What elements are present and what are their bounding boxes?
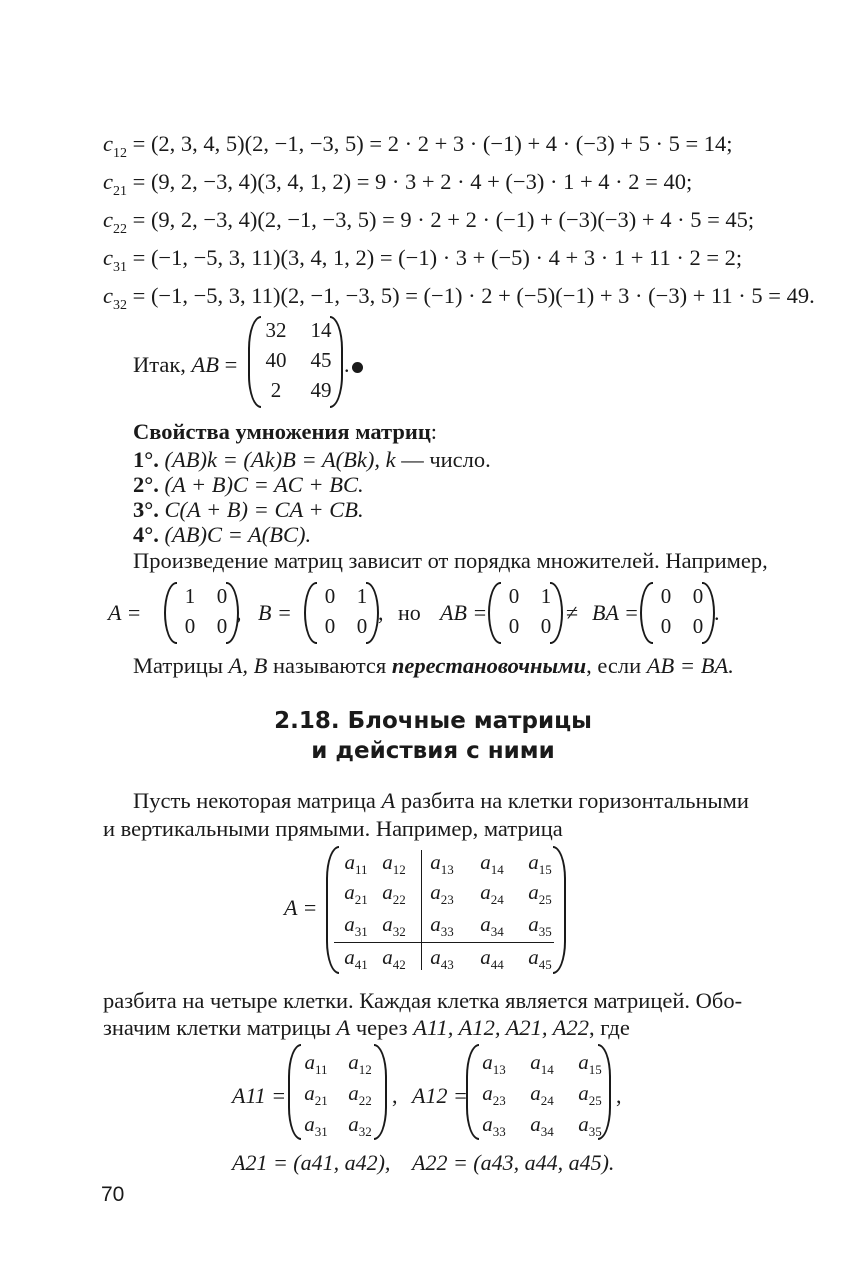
A12-label: A12 = [412, 1083, 468, 1108]
end-of-proof-icon [352, 362, 363, 373]
cell-sub: 43 [440, 957, 454, 972]
c-subscript: 32 [113, 298, 127, 313]
matrix-cell: 0 [324, 584, 336, 608]
c-variable: c [103, 283, 113, 308]
matrix-cell: 0 [660, 584, 672, 608]
matrix-cell: 0 [540, 614, 552, 638]
cell-sub: 13 [440, 862, 454, 877]
cell-var: a [430, 850, 441, 874]
cell-sub: 35 [588, 1124, 602, 1139]
cell-var: a [530, 1112, 541, 1136]
cell-sub: 21 [354, 892, 368, 907]
bigmatrix-cell [372, 850, 416, 875]
computation-body: = (9, 2, −3, 4)(3, 4, 1, 2) = 9 · 3 + 2 · 4 + (−3) · 1 + 4 · 2 = 40; [127, 169, 693, 194]
bigmatrix-cell [470, 912, 514, 937]
example-neq: ≠ [566, 600, 579, 625]
bigmatrix-cell [420, 880, 464, 905]
matrix-cell: 49 [310, 378, 332, 402]
order-text: Произведение матриц зависит от порядка множителей. Например, [133, 548, 768, 573]
matrix-cell: 40 [265, 348, 287, 372]
properties-title: Свойства умножения матриц: [133, 419, 438, 444]
property-item [133, 497, 364, 523]
matrix-cell: 0 [216, 584, 228, 608]
cell-sub: 14 [490, 862, 504, 877]
para1-line1: Пусть некоторая матрица A разбита на клетки горизонтальными [133, 788, 749, 813]
matrix-cell: 2 [270, 378, 282, 402]
cell-sub: 25 [538, 892, 552, 907]
example-but: но [398, 600, 421, 625]
matrix-cell: 0 [216, 614, 228, 638]
cell-var: a [530, 1081, 541, 1105]
property-tail: — число. [395, 447, 491, 472]
cell-sub: 33 [492, 1124, 506, 1139]
bigmatrix-cell [518, 945, 562, 970]
cell-var: a [482, 1112, 493, 1136]
cell-var: a [578, 1081, 589, 1105]
bigmatrix-cell [420, 850, 464, 875]
cell-sub: 34 [490, 924, 504, 939]
cell-sub: 12 [358, 1062, 372, 1077]
block-cell [338, 1050, 382, 1075]
cell-var: a [480, 912, 491, 936]
cell-var: a [430, 880, 441, 904]
cell-sub: 41 [354, 957, 368, 972]
cell-sub: 12 [392, 862, 406, 877]
computation-line [103, 245, 743, 275]
example-label-AB: AB = [440, 600, 488, 625]
cell-var: a [578, 1112, 589, 1136]
A21-definition: A21 = (a41, a42), [232, 1150, 391, 1175]
c-subscript: 21 [113, 184, 127, 199]
cell-sub: 14 [540, 1062, 554, 1077]
cell-sub: 31 [354, 924, 368, 939]
block-cell [520, 1112, 564, 1137]
example-label-BA: BA = [592, 600, 639, 625]
section-heading-line1: 2.18. Блочные матрицы [274, 708, 592, 734]
bigmatrix-cell [470, 945, 514, 970]
matrix-cell: 14 [310, 318, 332, 342]
cell-var: a [382, 880, 393, 904]
c-variable: c [103, 207, 113, 232]
cell-var: a [430, 945, 441, 969]
bigmatrix-label: A = [284, 895, 318, 920]
bigmatrix-cell [420, 945, 464, 970]
cell-var: a [480, 880, 491, 904]
block-cell [294, 1050, 338, 1075]
cell-var: a [528, 945, 539, 969]
cell-var: a [382, 850, 393, 874]
property-item [133, 447, 491, 473]
cell-sub: 31 [314, 1124, 328, 1139]
cell-sub: 25 [588, 1093, 602, 1108]
matrix-cell: 0 [660, 614, 672, 638]
matrix-cell: 0 [184, 614, 196, 638]
bigmatrix-cell [372, 945, 416, 970]
cell-sub: 24 [540, 1093, 554, 1108]
cell-sub: 24 [490, 892, 504, 907]
cell-var: a [430, 912, 441, 936]
cell-var: a [348, 1050, 359, 1074]
block-cell [568, 1050, 612, 1075]
computation-body: = (−1, −5, 3, 11)(2, −1, −3, 5) = (−1) · 2 + (−5)(−1) + 3 · (−3) + 11 · 5 = 49. [127, 283, 815, 308]
block-cell [338, 1081, 382, 1106]
para2-line2: значим клетки матрицы A через A11, A12, A21, A22, где [103, 1015, 630, 1040]
bigmatrix-cell [470, 880, 514, 905]
block-cell [472, 1050, 516, 1075]
example-period: . [714, 600, 720, 625]
block-cell [520, 1081, 564, 1106]
matrix-cell: 0 [324, 614, 336, 638]
cell-var: a [528, 912, 539, 936]
cell-var: a [344, 850, 355, 874]
computation-body: = (9, 2, −3, 4)(2, −1, −3, 5) = 9 · 2 + 2 · (−1) + (−3)(−3) + 4 · 5 = 45; [127, 207, 755, 232]
block-horizontal-divider [334, 942, 554, 943]
matrix-cell: 0 [508, 584, 520, 608]
cell-sub: 35 [538, 924, 552, 939]
bigmatrix-cell [372, 880, 416, 905]
computation-body: = (2, 3, 4, 5)(2, −1, −3, 5) = 2 · 2 + 3 · (−1) + 4 · (−3) + 5 · 5 = 14; [127, 131, 733, 156]
cell-var: a [528, 880, 539, 904]
c-variable: c [103, 169, 113, 194]
cell-var: a [528, 850, 539, 874]
cell-sub: 22 [358, 1093, 372, 1108]
page-number: 70 [101, 1183, 125, 1206]
computation-line [103, 131, 733, 161]
property-formula: (A + B)C = AC + BC. [164, 472, 364, 497]
matrix-cell: 1 [356, 584, 368, 608]
c-variable: c [103, 245, 113, 270]
c-subscript: 22 [113, 222, 127, 237]
property-item [133, 472, 364, 498]
example-comma: , [378, 600, 384, 625]
cell-sub: 32 [358, 1124, 372, 1139]
para1-line2: и вертикальными прямыми. Например, матрица [103, 816, 563, 841]
matrix-cell: 0 [356, 614, 368, 638]
matrix-cell: 0 [508, 614, 520, 638]
matrix-cell: 32 [265, 318, 287, 342]
A11-label: A11 = [232, 1083, 287, 1108]
property-formula: C(A + B) = CA + CB. [164, 497, 364, 522]
para2-line1: разбита на четыре клетки. Каждая клетка является матрицей. Обо- [103, 988, 743, 1013]
A22-definition: A22 = (a43, a44, a45). [412, 1150, 615, 1175]
bigmatrix-cell [470, 850, 514, 875]
cell-sub: 11 [354, 862, 368, 877]
section-heading-line2: и действия с ними [311, 738, 555, 764]
result-label: Итак, AB = [133, 352, 238, 377]
cell-var: a [348, 1081, 359, 1105]
cell-sub: 11 [314, 1062, 328, 1077]
matrix-cell: 1 [540, 584, 552, 608]
cell-var: a [480, 850, 491, 874]
block-cell [472, 1081, 516, 1106]
property-number: 3°. [133, 497, 159, 522]
permutable-definition: Матрицы A, B называются перестановочными, если AB = BA. [133, 653, 734, 678]
cell-var: a [304, 1112, 315, 1136]
property-formula: (AB)k = (Ak)B = A(Bk), k [164, 447, 396, 472]
block-cell [568, 1081, 612, 1106]
cell-var: a [530, 1050, 541, 1074]
cell-var: a [382, 945, 393, 969]
c-variable: c [103, 131, 113, 156]
block-cell [338, 1112, 382, 1137]
cell-sub: 15 [538, 862, 552, 877]
cell-sub: 44 [490, 957, 504, 972]
cell-sub: 21 [314, 1093, 328, 1108]
cell-sub: 34 [540, 1124, 554, 1139]
bigmatrix-cell [372, 912, 416, 937]
cell-var: a [382, 912, 393, 936]
computation-line [103, 283, 815, 313]
computation-line [103, 169, 693, 199]
matrix-cell: 1 [184, 584, 196, 608]
cell-var: a [344, 945, 355, 969]
cell-sub: 32 [392, 924, 406, 939]
cell-var: a [344, 912, 355, 936]
bigmatrix-cell [518, 912, 562, 937]
example-comma: , [236, 600, 242, 625]
cell-sub: 13 [492, 1062, 506, 1077]
matrix-cell: 45 [310, 348, 332, 372]
cell-sub: 15 [588, 1062, 602, 1077]
bigmatrix-cell [420, 912, 464, 937]
cell-var: a [482, 1050, 493, 1074]
block-cell [520, 1050, 564, 1075]
example-label-A: A = [108, 600, 142, 625]
bigmatrix-cell [518, 880, 562, 905]
cell-sub: 23 [492, 1093, 506, 1108]
bigmatrix-cell [518, 850, 562, 875]
cell-var: a [344, 880, 355, 904]
c-subscript: 31 [113, 260, 127, 275]
block-cell [294, 1081, 338, 1106]
cell-sub: 33 [440, 924, 454, 939]
block-cell [294, 1112, 338, 1137]
cell-sub: 22 [392, 892, 406, 907]
cell-var: a [304, 1050, 315, 1074]
property-number: 2°. [133, 472, 159, 497]
property-formula: (AB)C = A(BC). [164, 522, 312, 547]
c-subscript: 12 [113, 146, 127, 161]
matrix-cell: 0 [692, 614, 704, 638]
block-cell [472, 1112, 516, 1137]
cell-var: a [304, 1081, 315, 1105]
property-number: 4°. [133, 522, 159, 547]
cell-var: a [578, 1050, 589, 1074]
cell-sub: 42 [392, 957, 406, 972]
property-number: 1°. [133, 447, 159, 472]
cell-sub: 23 [440, 892, 454, 907]
property-item [133, 522, 311, 548]
cell-var: a [482, 1081, 493, 1105]
cell-var: a [480, 945, 491, 969]
cell-var: a [348, 1112, 359, 1136]
computation-body: = (−1, −5, 3, 11)(3, 4, 1, 2) = (−1) · 3 + (−5) · 4 + 3 · 1 + 11 · 2 = 2; [127, 245, 743, 270]
matrix-cell: 0 [692, 584, 704, 608]
example-label-B: B = [258, 600, 292, 625]
computation-line [103, 207, 755, 237]
cell-sub: 45 [538, 957, 552, 972]
block-cell [568, 1112, 612, 1137]
result-period: . [344, 352, 350, 377]
